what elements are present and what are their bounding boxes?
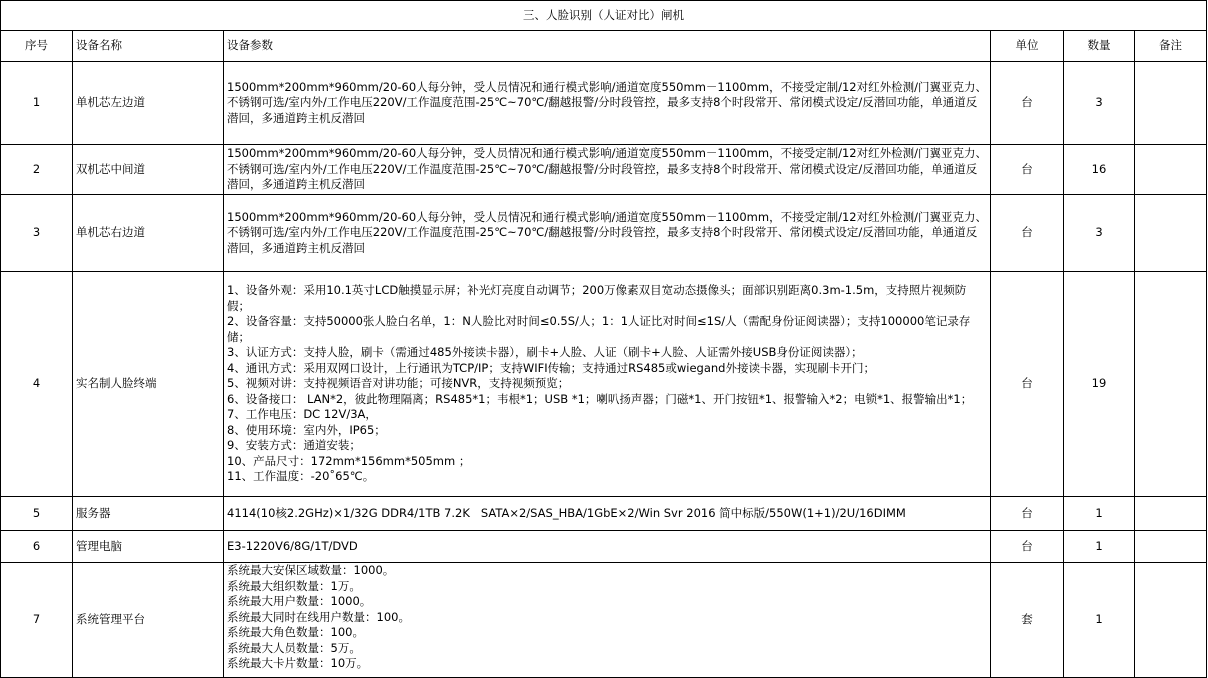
cell-no[interactable]: 3 [1, 195, 73, 272]
cell-unit[interactable]: 套 [991, 563, 1064, 678]
table-row [1, 563, 1207, 678]
cell-note[interactable] [1135, 145, 1207, 195]
cell-name[interactable]: 管理电脑 [73, 531, 224, 563]
header-cell-qty[interactable]: 数量 [1064, 31, 1135, 62]
cell-name[interactable]: 实名制人脸终端 [73, 272, 224, 497]
cell-qty[interactable]: 1 [1064, 563, 1135, 678]
table-row [1, 531, 1207, 563]
cell-unit[interactable]: 台 [991, 62, 1064, 145]
cell-name[interactable]: 服务器 [73, 497, 224, 531]
cell-note[interactable] [1135, 272, 1207, 497]
cell-qty[interactable]: 3 [1064, 195, 1135, 272]
header-cell-name[interactable]: 设备名称 [73, 31, 224, 62]
cell-note[interactable] [1135, 563, 1207, 678]
cell-qty[interactable]: 1 [1064, 531, 1135, 563]
cell-note[interactable] [1135, 497, 1207, 531]
cell-name[interactable]: 双机芯中间道 [73, 145, 224, 195]
cell-spec[interactable]: 1500mm*200mm*960mm/20-60人每分钟，受人员情况和通行模式影响/通道宽度550mm－1100mm，不接受定制/12对红外检测/门翼亚克力、不锈钢可选/室内外/工作电压220V/工作温度范围-25℃~70℃/翻越报警/分时段管控，最多支持8个时段常开、常闭模式设定/反潜回功能，单通道反潜回，多通道跨主机反潜回 [224, 145, 991, 195]
header-row [1, 31, 1207, 62]
cell-qty[interactable]: 19 [1064, 272, 1135, 497]
cell-note[interactable] [1135, 62, 1207, 145]
cell-name[interactable]: 单机芯右边道 [73, 195, 224, 272]
cell-no[interactable]: 1 [1, 62, 73, 145]
cell-name[interactable]: 单机芯左边道 [73, 62, 224, 145]
cell-spec[interactable]: 4114(10核2.2GHz)×1/32G DDR4/1TB 7.2K SATA×2/SAS_HBA/1GbE×2/Win Svr 2016 简中标版/550W(1+1)/2U/16DIMM [224, 497, 991, 531]
cell-spec[interactable]: 1500mm*200mm*960mm/20-60人每分钟，受人员情况和通行模式影响/通道宽度550mm－1100mm，不接受定制/12对红外检测/门翼亚克力、不锈钢可选/室内外/工作电压220V/工作温度范围-25℃~70℃/翻越报警/分时段管控，最多支持8个时段常开、常闭模式设定/反潜回功能，单通道反潜回，多通道跨主机反潜回 [224, 62, 991, 145]
header-cell-spec[interactable]: 设备参数 [224, 31, 991, 62]
title-row [1, 1, 1207, 31]
cell-no[interactable]: 7 [1, 563, 73, 678]
table-row [1, 497, 1207, 531]
cell-note[interactable] [1135, 195, 1207, 272]
cell-qty[interactable]: 16 [1064, 145, 1135, 195]
cell-spec[interactable]: 1500mm*200mm*960mm/20-60人每分钟，受人员情况和通行模式影响/通道宽度550mm－1100mm，不接受定制/12对红外检测/门翼亚克力、不锈钢可选/室内外/工作电压220V/工作温度范围-25℃~70℃/翻越报警/分时段管控，最多支持8个时段常开、常闭模式设定/反潜回功能，单通道反潜回，多通道跨主机反潜回 [224, 195, 991, 272]
header-cell-no[interactable]: 序号 [1, 31, 73, 62]
cell-unit[interactable]: 台 [991, 497, 1064, 531]
cell-qty[interactable]: 1 [1064, 497, 1135, 531]
table-row [1, 272, 1207, 497]
cell-unit[interactable]: 台 [991, 195, 1064, 272]
cell-note[interactable] [1135, 531, 1207, 563]
cell-spec[interactable]: 1、设备外观：采用10.1英寸LCD触摸显示屏；补光灯亮度自动调节；200万像素双目宽动态摄像头；面部识别距离0.3m-1.5m，支持照片视频防假； 2、设备容量：支持50000张人脸白名单，1：N人脸比对时间≤0.5S/人；1：1人证比对时间≤1S/人（需配身份证阅读器）；支持100000笔记录存储； 3、认证方式：支持人脸，刷卡（需通过485外接读卡器），刷卡+人脸、人证（刷卡+人脸、人证需外接USB身份证阅读器）； 4、通讯方式：采用双网口设计，上行通讯为TCP/IP；支持WIFI传输；支持通过RS485或wiegand外接读卡器，实现刷卡开门； 5、视频对讲：支持视频语音对讲功能；可接NVR，支持视频预览； 6、设备接口： LAN*2，彼此物理隔离；RS485*1；韦根*1；USB *1；喇叭扬声器；门磁*1、开门按钮*1、报警输入*2；电锁*1、报警输出*1； 7、工作电压：DC 12V/3A， 8、使用环境：室内外，IP65； 9、安装方式：通道安装； 10、产品尺寸：172mm*156mm*505mm ； 11、工作温度：-20˚65℃。 [224, 272, 991, 497]
cell-spec[interactable]: E3-1220V6/8G/1T/DVD [224, 531, 991, 563]
cell-unit[interactable]: 台 [991, 531, 1064, 563]
table-title[interactable]: 三、人脸识别（人证对比）闸机 [1, 1, 1207, 31]
cell-unit[interactable]: 台 [991, 145, 1064, 195]
cell-no[interactable]: 5 [1, 497, 73, 531]
cell-unit[interactable]: 台 [991, 272, 1064, 497]
table-row [1, 62, 1207, 145]
cell-spec[interactable]: 系统最大安保区域数量：1000。 系统最大组织数量：1万。 系统最大用户数量：1000。 系统最大同时在线用户数量：100。 系统最大角色数量：100。 系统最大人员数量：5万。 系统最大卡片数量：10万。 [224, 563, 991, 678]
table-row [1, 195, 1207, 272]
header-cell-unit[interactable]: 单位 [991, 31, 1064, 62]
header-cell-note[interactable]: 备注 [1135, 31, 1207, 62]
cell-no[interactable]: 6 [1, 531, 73, 563]
cell-name[interactable]: 系统管理平台 [73, 563, 224, 678]
cell-qty[interactable]: 3 [1064, 62, 1135, 145]
cell-no[interactable]: 4 [1, 272, 73, 497]
table-row [1, 145, 1207, 195]
cell-no[interactable]: 2 [1, 145, 73, 195]
